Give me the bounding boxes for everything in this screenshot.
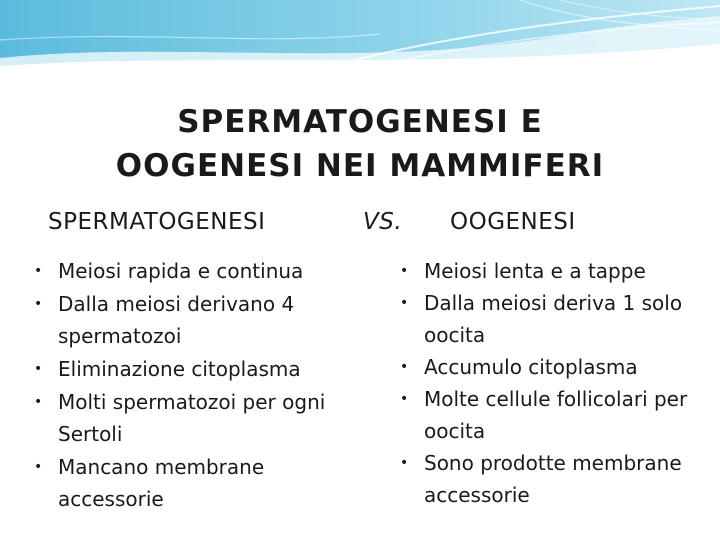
- bullet-icon: •: [400, 359, 409, 375]
- list-item-text: Meiosi rapida e continua: [58, 259, 304, 283]
- spermatogenesis-list: [28, 255, 368, 516]
- list-item: [394, 447, 704, 511]
- list-item: [28, 255, 368, 287]
- bullet-icon: •: [34, 459, 43, 475]
- bullet-icon: •: [34, 361, 43, 377]
- list-item: [394, 383, 704, 447]
- list-item-text: Meiosi lenta e a tappe: [424, 259, 646, 283]
- list-item-text: Dalla meiosi deriva 1 solo oocita: [424, 291, 683, 347]
- list-item-text: Accumulo citoplasma: [424, 355, 638, 379]
- versus-label: VS.: [363, 209, 403, 235]
- list-item-text: Molti spermatozoi per ogni Sertoli: [58, 390, 326, 446]
- right-column-heading: OOGENESI: [450, 209, 576, 235]
- banner-graphic: [0, 0, 720, 74]
- list-item-text: Sono prodotte membrane accessorie: [424, 451, 682, 507]
- list-item: [28, 386, 368, 450]
- bullet-icon: •: [400, 455, 409, 471]
- list-item: [394, 351, 704, 383]
- left-column-heading: SPERMATOGENESI: [48, 209, 266, 235]
- bullet-icon: •: [400, 295, 409, 311]
- oogenesis-list: [394, 255, 704, 511]
- list-item-text: Mancano membrane accessorie: [58, 455, 265, 511]
- slide-title-line1: SPERMATOGENESI E: [177, 104, 543, 140]
- slide-title: [0, 100, 720, 188]
- list-item: [28, 288, 368, 352]
- list-item-text: Eliminazione citoplasma: [58, 357, 301, 381]
- list-item: [394, 287, 704, 351]
- bullet-icon: •: [34, 263, 43, 279]
- bullet-icon: •: [400, 263, 409, 279]
- header-banner: [0, 0, 720, 74]
- bullet-icon: •: [400, 391, 409, 407]
- list-item: [28, 353, 368, 385]
- list-item-text: Dalla meiosi derivano 4 spermatozoi: [58, 292, 295, 348]
- bullet-icon: •: [34, 394, 43, 410]
- list-item: [394, 255, 704, 287]
- slide-title-line2: OOGENESI NEI MAMMIFERI: [115, 148, 605, 184]
- list-item: [28, 451, 368, 515]
- list-item-text: Molte cellule follicolari per oocita: [424, 387, 688, 443]
- bullet-icon: •: [34, 296, 43, 312]
